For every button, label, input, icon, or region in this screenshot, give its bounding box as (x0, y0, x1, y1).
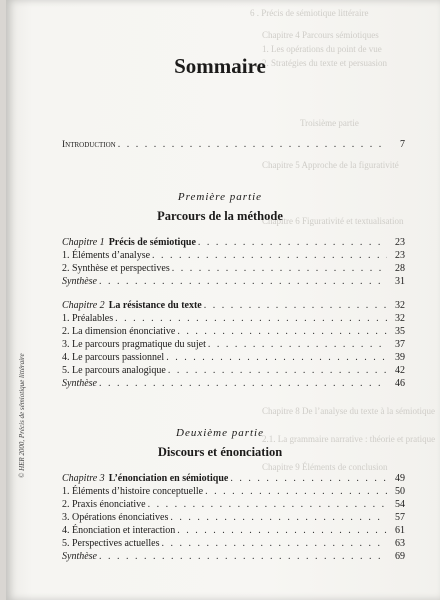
show-through-text: Troisième partie (300, 118, 359, 128)
toc-entry-label: 2. Praxis énonciative (62, 499, 146, 510)
show-through-text: Chapitre 9 Éléments de conclusion (262, 462, 388, 472)
leader-dots (148, 498, 387, 511)
page-number: 37 (395, 339, 405, 350)
page-number: 49 (395, 473, 405, 484)
page-number: 61 (395, 525, 405, 536)
leader-dots (152, 249, 387, 262)
toc-chapter-heading[interactable] (62, 236, 405, 249)
part-title: Parcours de la méthode (157, 209, 283, 223)
toc-chapter-heading[interactable] (62, 299, 405, 312)
show-through-text: 6 . Précis de sémiotique littéraire (250, 8, 369, 18)
toc-entry-label: 2. La dimension énonciative (62, 326, 176, 337)
toc-entry-label: Synthèse (62, 551, 97, 562)
toc-entry[interactable] (62, 511, 405, 524)
page-number: 23 (395, 250, 405, 261)
page-number: 23 (395, 237, 405, 248)
part-label: Première partie (177, 191, 263, 203)
toc-entry-label: 3. Le parcours pragmatique du sujet (62, 339, 206, 350)
leader-dots (170, 511, 387, 524)
show-through-text: Chapitre 4 Parcours sémiotiques (262, 30, 379, 40)
toc-entry-introduction[interactable] (62, 138, 405, 151)
show-through-text: Chapitre 8 De l’analyse du texte à la sémiotique (262, 406, 435, 416)
page-number: 54 (395, 499, 405, 510)
leader-dots (205, 485, 387, 498)
toc-entry[interactable] (62, 325, 405, 338)
toc-entry-label: 2. Synthèse et perspectives (62, 263, 170, 274)
page-number: 50 (395, 486, 405, 497)
chapter-title: Précis de sémiotique (108, 237, 196, 248)
leader-dots (230, 472, 387, 485)
toc-entry[interactable] (62, 249, 405, 262)
leader-dots (204, 299, 387, 312)
page-number: 31 (395, 276, 405, 287)
toc-entry-label: 5. Perspectives actuelles (62, 538, 160, 549)
copyright-side-text: © HER 2000, Précis de sémiotique littéraire (18, 353, 26, 478)
leader-dots (99, 550, 387, 563)
show-through-text: Chapitre 6 Figurativité et textualisation (262, 216, 404, 226)
toc-entry-synthesis[interactable] (62, 550, 405, 563)
leader-dots (166, 351, 387, 364)
toc-entry[interactable] (62, 485, 405, 498)
leader-dots (198, 236, 387, 249)
page-number: 42 (395, 365, 405, 376)
page-number: 7 (400, 139, 405, 150)
page-number: 39 (395, 352, 405, 363)
toc-entry[interactable] (62, 537, 405, 550)
toc-entry-label: Synthèse (62, 276, 97, 287)
page-title: Sommaire (174, 54, 266, 78)
leader-dots (168, 364, 387, 377)
toc-entry-label: 1. Préalables (62, 313, 114, 324)
toc-entry-synthesis[interactable] (62, 377, 405, 390)
chapter-number: Chapitre 3 (62, 473, 105, 484)
chapter-number: Chapitre 1 (62, 237, 105, 248)
leader-dots (177, 524, 387, 537)
toc-entry-label: Synthèse (62, 378, 97, 389)
leader-dots (118, 138, 387, 151)
toc-entry[interactable] (62, 524, 405, 537)
toc-entry-synthesis[interactable] (62, 275, 405, 288)
chapter-title: L’énonciation en sémiotique (108, 473, 229, 484)
page-number: 69 (395, 551, 405, 562)
toc-entry[interactable] (62, 351, 405, 364)
page-number: 32 (395, 300, 405, 311)
show-through-text: 1. Les opérations du point de vue (262, 44, 382, 54)
toc-entry-label: 4. Le parcours passionnel (62, 352, 165, 363)
toc-entry-label: 3. Opérations énonciatives (62, 512, 169, 523)
part-label: Deuxième partie (176, 427, 264, 439)
page-number: 35 (395, 326, 405, 337)
toc-chapter-heading[interactable] (62, 472, 405, 485)
show-through-text: 2.1. La grammaire narrative : théorie et pratique (262, 434, 436, 444)
toc-entry-label: Introduction (62, 140, 116, 150)
leader-dots (161, 537, 387, 550)
chapter-number: Chapitre 2 (62, 300, 105, 311)
toc-entry-label: 1. Éléments d’histoire conceptuelle (62, 486, 204, 497)
leader-dots (208, 338, 387, 351)
toc-entry[interactable] (62, 262, 405, 275)
page-number: 63 (395, 538, 405, 549)
page-number: 57 (395, 512, 405, 523)
toc-entry-label: 1. Éléments d’analyse (62, 250, 151, 261)
toc-entry-label: 5. Le parcours analogique (62, 365, 166, 376)
leader-dots (172, 262, 387, 275)
leader-dots (99, 377, 387, 390)
show-through-text: 2. Stratégies du texte et persuasion (262, 58, 387, 68)
page-number: 28 (395, 263, 405, 274)
toc-entry[interactable] (62, 498, 405, 511)
chapter-title: La résistance du texte (108, 300, 202, 311)
leader-dots (99, 275, 387, 288)
page-number: 46 (395, 378, 405, 389)
leader-dots (115, 312, 387, 325)
part-title: Discours et énonciation (157, 445, 283, 459)
toc-entry[interactable] (62, 364, 405, 377)
toc-entry[interactable] (62, 338, 405, 351)
toc-entry-label: 4. Énonciation et interaction (62, 525, 176, 536)
leader-dots (177, 325, 387, 338)
toc-entry[interactable] (62, 312, 405, 325)
show-through-text: Chapitre 5 Approche de la figurativité (262, 160, 399, 170)
page-number: 32 (395, 313, 405, 324)
